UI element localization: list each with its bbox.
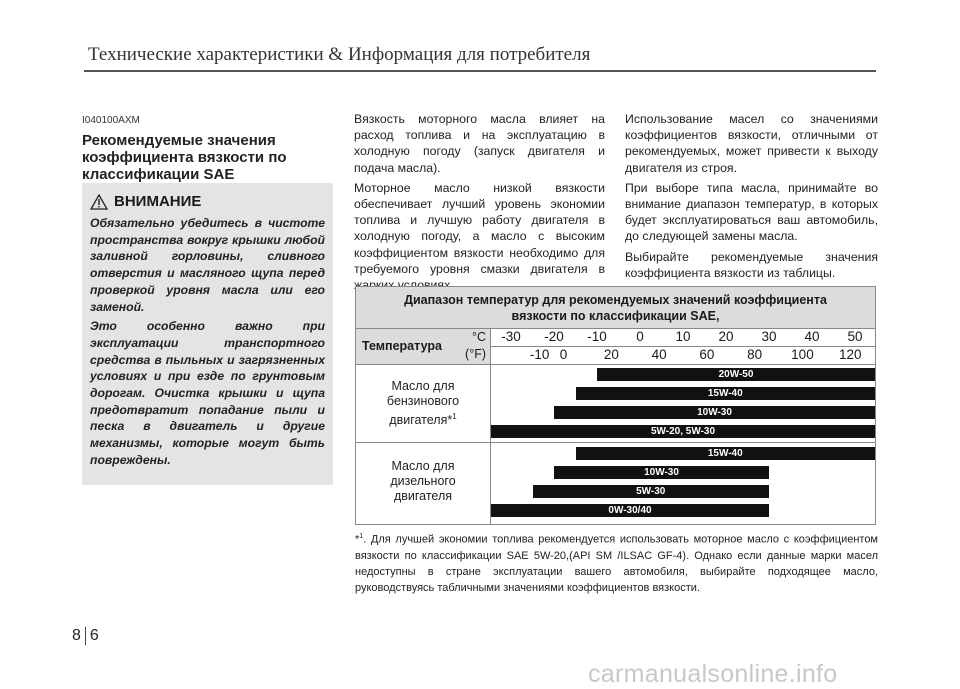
body-paragraph: Выбирайте рекомендуемые значения коэффициента вязкости из таблицы.	[625, 249, 878, 280]
scale-tick-fahrenheit: -10	[529, 347, 550, 362]
temperature-label-cell	[355, 329, 491, 365]
scale-tick-fahrenheit: 40	[651, 347, 667, 362]
gasoline-label-line: бензинового	[386, 394, 460, 408]
warning-triangle-icon	[90, 194, 108, 210]
diesel-label-cell	[355, 443, 491, 525]
viscosity-bar: 20W-50	[597, 368, 875, 381]
body-paragraph: При выборе типа масла, принимайте во внимание диапазон температур, в которых будет эксплуатироваться ваш автомобиль, до следующей замены масла.	[625, 180, 878, 244]
viscosity-bar: 15W-40	[576, 387, 876, 400]
scale-tick-celsius: -10	[587, 329, 607, 344]
warning-title: ВНИМАНИЕ	[114, 193, 202, 210]
viscosity-bar: 10W-30	[554, 466, 769, 479]
gasoline-label-line: Масло для	[391, 379, 455, 393]
viscosity-bar: 0W-30/40	[491, 504, 769, 517]
footnote-mark: *	[355, 533, 360, 546]
diesel-label-line: двигателя	[393, 489, 453, 503]
header-rule	[84, 70, 876, 72]
viscosity-table	[355, 286, 878, 526]
unit-fahrenheit: (°F)	[465, 347, 486, 361]
page-number	[72, 627, 99, 645]
middle-column	[354, 111, 605, 297]
body-paragraph: Использование масел со значениями коэффициентов вязкости, отличными от рекомендуемых, может привести к выходу двигателя из строя.	[625, 112, 878, 175]
scale-tick-celsius: 0	[636, 329, 644, 344]
footnote	[355, 529, 878, 596]
table-title-line: Диапазон температур для рекомендуемых значений коэффициента	[404, 293, 827, 307]
page-number-divider	[85, 627, 86, 645]
temperature-label: Температура	[362, 339, 442, 353]
scale-tick-fahrenheit: 20	[603, 347, 619, 362]
footnote-mark-sup: 1	[359, 533, 364, 540]
watermark: carmanualsonline.info	[588, 660, 838, 688]
warning-header	[90, 193, 201, 210]
scale-tick-fahrenheit: 0	[559, 347, 568, 362]
temperature-scale	[491, 329, 876, 365]
scale-tick-celsius: 40	[804, 329, 820, 344]
viscosity-bar: 15W-40	[576, 447, 876, 460]
gasoline-label-line-3	[356, 409, 490, 428]
section-code: I040100AXM	[82, 115, 140, 126]
unit-celsius: °C	[471, 330, 486, 344]
section-title-line: Рекомендуемые значения	[82, 132, 276, 149]
diesel-label-line: дизельного	[390, 474, 456, 488]
page-number-page: 6	[89, 627, 99, 645]
table-title-line: вязкости по классификации SAE,	[511, 309, 720, 323]
gasoline-bars-area	[491, 365, 876, 443]
section-title	[82, 132, 334, 183]
scale-tick-celsius: -20	[544, 329, 564, 344]
warning-paragraph: Обязательно убедитесь в чистоте пространства вокруг крышки любой заливной горловины, сливного отверстия и масляного щупа перед проверкой уровня масла или его заменой.	[90, 216, 325, 314]
scale-tick-fahrenheit: 100	[791, 347, 814, 362]
page-header-title: Технические характеристики & Информация для потребителя	[88, 44, 591, 65]
scale-tick-celsius: 30	[761, 329, 777, 344]
body-paragraph: Вязкость моторного масла влияет на расход топлива и на эксплуатацию в холодную погоду (запуск двигателя и подача масла).	[354, 112, 605, 175]
viscosity-bar: 5W-30	[533, 485, 770, 498]
footnote-ref: 1	[452, 412, 457, 421]
right-column	[625, 111, 878, 285]
diesel-bars-area	[491, 443, 876, 525]
section-title-line: коэффициента вязкости по	[82, 149, 287, 166]
table-title	[355, 286, 876, 329]
page-number-section: 8	[72, 627, 81, 645]
diesel-label-line: Масло для	[391, 459, 455, 473]
scale-tick-celsius: 20	[718, 329, 734, 344]
warning-box	[82, 183, 333, 485]
left-column	[82, 115, 334, 183]
gasoline-label-cell	[355, 365, 491, 443]
viscosity-bar: 10W-30	[554, 406, 875, 419]
scale-tick-fahrenheit: 80	[747, 347, 763, 362]
gasoline-label-text: двигателя*	[389, 413, 453, 428]
footnote-text: . Для лучшей экономии топлива рекомендуется использовать моторное масло с коэффициентом вязкости по классификации SAE 5W-20,(API SM /ILSAC GF-4). Однако если данные марки масел недоступны в стране эксплуатации вашего автомобиля, выбирайте подходящее масло, руководствуясь табличными значениями коэффициентов вязкости.	[355, 533, 878, 594]
warning-body	[90, 215, 325, 472]
viscosity-bar: 5W-20, 5W-30	[491, 425, 875, 438]
scale-tick-celsius: 10	[675, 329, 691, 344]
section-title-line: классификации SAE	[82, 166, 235, 183]
scale-tick-celsius: -30	[501, 329, 521, 344]
scale-tick-fahrenheit: 120	[838, 347, 862, 362]
scale-tick-celsius: 50	[847, 329, 863, 344]
body-paragraph: Моторное масло низкой вязкости обеспечивает лучший уровень экономии топлива и лучшую работу двигателя в холодную погоду, а масло с высоким коэффициентом вязкости необходимо для требуемого уровня смазки двигателя в	[354, 180, 605, 276]
scale-tick-fahrenheit: 60	[699, 347, 715, 362]
warning-paragraph: Это особенно важно при эксплуатации транспортного средства в пыльных и загрязненных условиях и при езде по грунтовым дорогам. Очистка крышки и щупа предотвратит попадание пыли и песка в двигатель и другие механизмы, которые могут быть повреждены.	[90, 319, 325, 467]
